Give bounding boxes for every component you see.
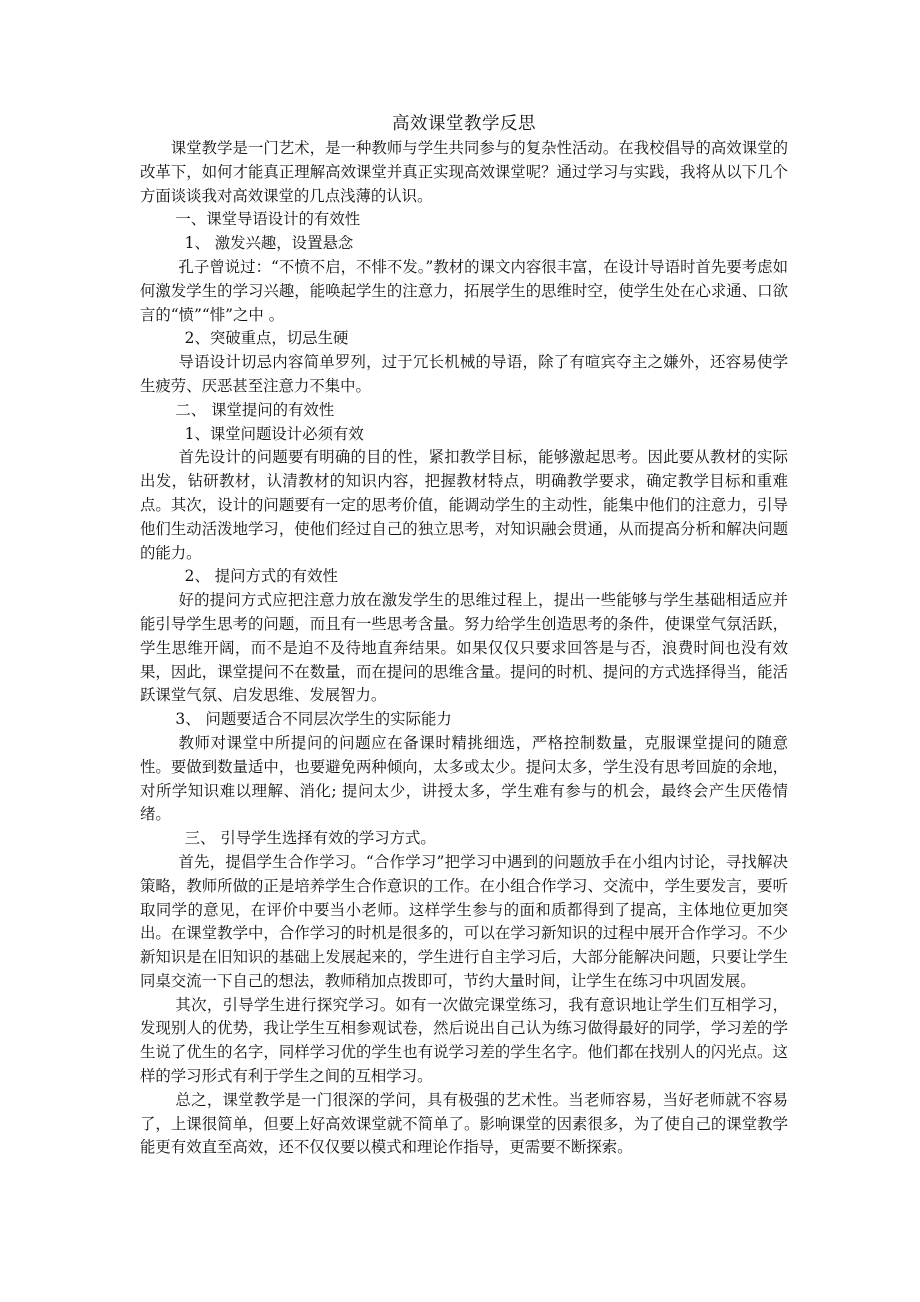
section-1-1-heading: 1、 激发兴趣，设置悬念 bbox=[184, 234, 354, 253]
section-2-2-heading: 2、 提问方式的有效性 bbox=[184, 567, 338, 586]
section-2-3-heading: 3、 问题要适合不同层次学生的实际能力 bbox=[175, 710, 452, 729]
section-2-heading: 二、 课堂提问的有效性 bbox=[175, 400, 335, 419]
conclusion-paragraph: 总之，课堂教学是一门很深的学问，具有极强的艺术性。当老师容易，当好老师就不容易了，上课很简单，但要上好高效课堂就不简单了。影响课堂的因素很多，为了使自己的课堂教学能更有效直至高效，还不仅仅要以模式和理论作指导，更需要不断探索。 bbox=[140, 1090, 788, 1157]
section-2-3-paragraph: 教师对课堂中所提问的问题应在备课时精挑细选，严格控制数量，克服课堂提问的随意性。要做到数量适中，也要避免两种倾向，太多或太少。提问太多，学生没有思考回旋的余地，对所学知识难以理解、消化; 提问太少，讲授太多，学生难有参与的机会，最终会产生厌倦情绪。 bbox=[140, 733, 788, 824]
section-1-2-paragraph: 导语设计切忌内容简单罗列，过于冗长机械的导语，除了有喧宾夺主之嫌外，还容易使学生疲劳、厌恶甚至注意力不集中。 bbox=[140, 353, 788, 395]
section-2-2-paragraph: 好的提问方式应把注意力放在激发学生的思维过程上，提出一些能够与学生基础相适应并能引导学生思考的问题，而且有一些思考含量。努力给学生创造思考的条件，使课堂气氛活跃，学生思维开阔，而不是迫不及待地直奔结果。如果仅仅只要求回答是与否，浪费时间也没有效果，因此，课堂提问不在数量，而在提问的思维含量。提问的时机、提问的方式选择得当，能活跃课堂气氛、启发思维、发展智力。 bbox=[140, 591, 788, 705]
section-2-1-paragraph: 首先设计的问题要有明确的目的性，紧扣教学目标，能够激起思考。因此要从教材的实际出发，钻研教材，认清教材的知识内容，把握教材特点，明确教学要求，确定教学目标和重难点。其次，设计的问题要有一定的思考价值，能调动学生的主动性，能集中他们的注意力，引导他们生动活泼地学习，使他们经过自己的独立思考，对知识融会贯通，从而提高分析和解决问题的能力。 bbox=[140, 448, 788, 562]
section-3-paragraph-1: 首先，提倡学生合作学习。“合作学习”把学习中遇到的问题放手在小组内讨论，寻找解决策略，教师所做的正是培养学生合作意识的工作。在小组合作学习、交流中，学生要发言，要听取同学的意见，在评价中要当小老师。这样学生参与的面和质都得到了提高，主体地位更加突出。在课堂教学中，合作学习的时机是很多的，可以在学习新知识的过程中展开合作学习。不少新知识是在旧知识的基础上发展起来的，学生进行自主学习后，大部分能解决问题，只要让学生同桌交流一下自己的想法，教师稍加点拨即可，节约大量时间，让学生在练习中巩固发展。 bbox=[140, 852, 788, 990]
section-2-1-heading: 1、课堂问题设计必须有效 bbox=[184, 424, 364, 443]
section-3-heading: 三、 引导学生选择有效的学习方式。 bbox=[184, 829, 436, 848]
document-page bbox=[140, 111, 788, 1160]
document-title: 高效课堂教学反思 bbox=[392, 114, 536, 134]
section-3-paragraph-2: 其次，引导学生进行探究学习。如有一次做完课堂练习，我有意识地让学生们互相学习，发现别人的优势，我让学生互相参观试卷，然后说出自己认为练习做得最好的同学，学习差的学生说了优生的名字，同样学习优的学生也有说学习差的学生名字。他们都在找别人的闪光点。这样的学习形式有利于学生之间的互相学习。 bbox=[140, 995, 788, 1086]
section-1-heading: 一、课堂导语设计的有效性 bbox=[175, 210, 361, 229]
section-1-2-heading: 2、突破重点，切忌生硬 bbox=[184, 329, 349, 348]
intro-paragraph: 课堂教学是一门艺术，是一种教师与学生共同参与的复杂性活动。在我校倡导的高效课堂的改革下，如何才能真正理解高效课堂并真正实现高效课堂呢？通过学习与实践，我将从以下几个方面谈谈我对高效课堂的几点浅薄的认识。 bbox=[140, 139, 788, 205]
section-1-1-paragraph: 孔子曾说过：“不愤不启，不悱不发。”教材的课文内容很丰富，在设计导语时首先要考虑如何激发学生的学习兴趣，能唤起学生的注意力，拓展学生的思维时空，使学生处在心求通、口欲言的“愤”“悱”之中 。 bbox=[140, 257, 788, 324]
